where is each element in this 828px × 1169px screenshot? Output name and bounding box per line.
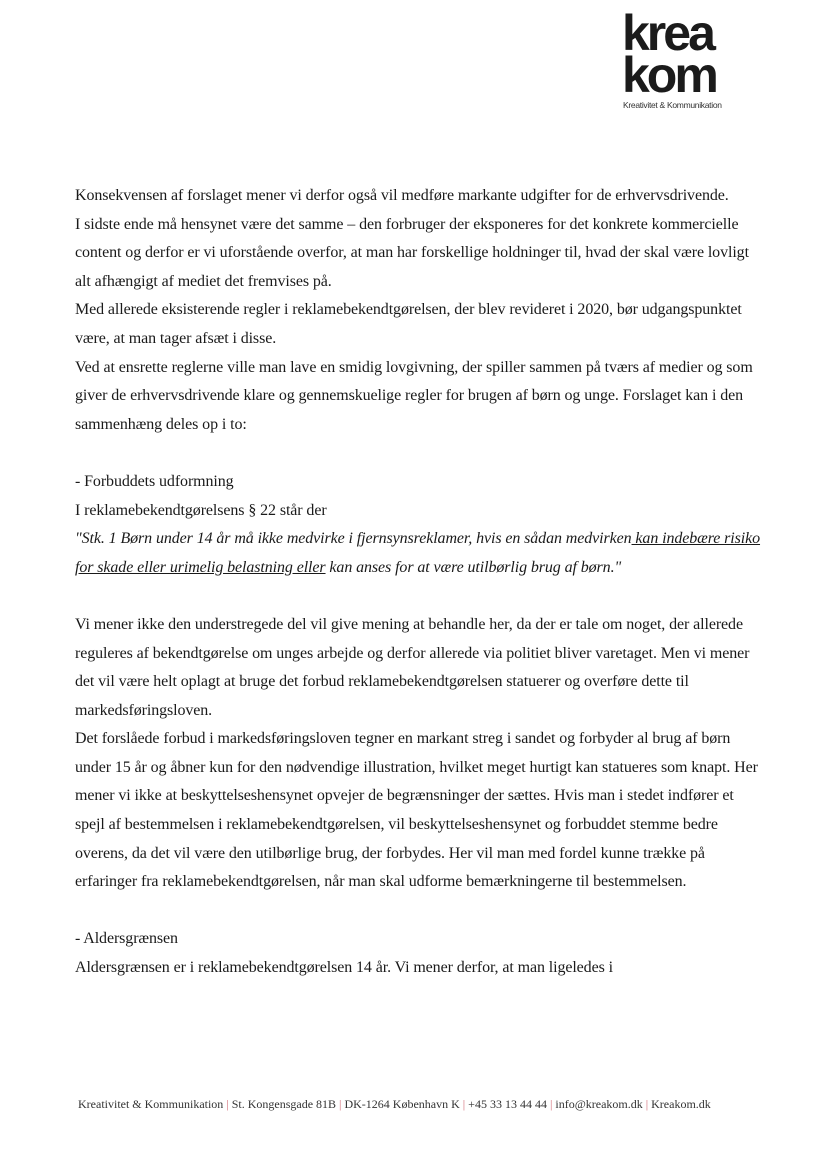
footer-separator: | [339, 1097, 342, 1111]
footer-address: St. Kongensgade 81B [231, 1097, 337, 1111]
section-heading-ban: - Forbuddets udformning [75, 472, 234, 490]
section-intro-ban: I reklamebekendtgørelsens § 22 står der [75, 501, 327, 519]
footer-city: DK-1264 København K [344, 1097, 460, 1111]
footer-email: info@kreakom.dk [555, 1097, 643, 1111]
logo-tagline: Kreativitet & Kommunikation [623, 100, 722, 110]
section-heading-age: - Aldersgrænsen [75, 930, 178, 948]
section-text-age: Aldersgrænsen er i reklamebekendtgørelsen 14 år. Vi mener derfor, at man ligeledes i [75, 959, 613, 977]
footer-contact [78, 1097, 778, 1112]
quote-underlined: kan indebære risiko for skade eller urimelig belastning eller [75, 530, 761, 576]
paragraph-consequence: Konsekvensen af forslaget mener vi derfor også vil medføre markante udgifter for de erhvervsdrivende. [75, 187, 729, 204]
paragraph-proposed-ban: Det forslåede forbud i markedsføringsloven tegner en markant streg i sandet og forbyder al brug af børn under 15 år og åbner kun for den nødvendige illustration, hvilket meget hurtigt kan statueres som knapt. Her mener vi ikke at beskyttelseshensynet opvejer de begrænsninger der sættes. Hvis man i stedet indfører et spejl af bestemmelsen i reklamebekendtgørelsen, vil beskyttelseshensynet og forbuddet stemme bedre overens, da det vil være den utilbørlige brug, der forbydes. Her vil man med fordel kunne trække på erfaringer fra reklamebekendtgørelsen, når man skal udforme bemærkningerne til bestemmelsen. [75, 730, 758, 891]
footer-company: Kreativitet & Kommunikation [78, 1097, 224, 1111]
logo-word-kom: kom [622, 47, 716, 103]
kreakom-logo [622, 5, 762, 114]
quote-start: "Stk. 1 Børn under 14 år må ikke medvirke i fjernsynsreklamer, hvis en sådan medvirken [75, 530, 632, 548]
paragraph-harmonize: Ved at ensrette reglerne ville man lave en smidig lovgivning, der spiller sammen på tværs af medier og som giver de erhvervsdrivende klare og gennemskuelige regler for brugen af børn og unge. Forslaget kan i den sammenhæng deles op i to: [75, 358, 753, 433]
paragraph-existing-rules: Med allerede eksisterende regler i reklamebekendtgørelsen, der blev revideret i 2020, bør udgangspunktet være, at man tager afsæt i disse. [75, 301, 742, 347]
logo-word-krea: krea [622, 5, 713, 61]
footer-phone: +45 33 13 44 44 [468, 1097, 547, 1111]
letter-body [75, 182, 765, 983]
footer-separator: | [645, 1097, 649, 1111]
paragraph-underlined-part: Vi mener ikke den understregede del vil give mening at behandle her, da der er tale om noget, der allerede reguleres af bekendtgørelse om unges arbejde og derfor allerede via politiet bliver varetaget. Men vi mener det vil være helt oplagt at bruge det forbud reklamebekendtgørelsen statuerer og overføre dette til markedsføringsloven. [75, 615, 750, 719]
paragraph-consumer: I sidste ende må hensynet være det samme – den forbruger der eksponeres for det konkrete kommercielle content og derfor er vi uforstående overfor, at man har forskellige holdninger til, hvad der skal være lovligt alt afhængigt af mediet det fremvises på. [75, 215, 749, 290]
footer-separator: | [462, 1097, 466, 1111]
quote-end: kan anses for at være utilbørlig brug af børn." [325, 558, 622, 576]
law-quote [75, 525, 765, 582]
footer-separator: | [226, 1097, 229, 1111]
footer-website: Kreakom.dk [651, 1097, 711, 1111]
footer-separator: | [549, 1097, 553, 1111]
